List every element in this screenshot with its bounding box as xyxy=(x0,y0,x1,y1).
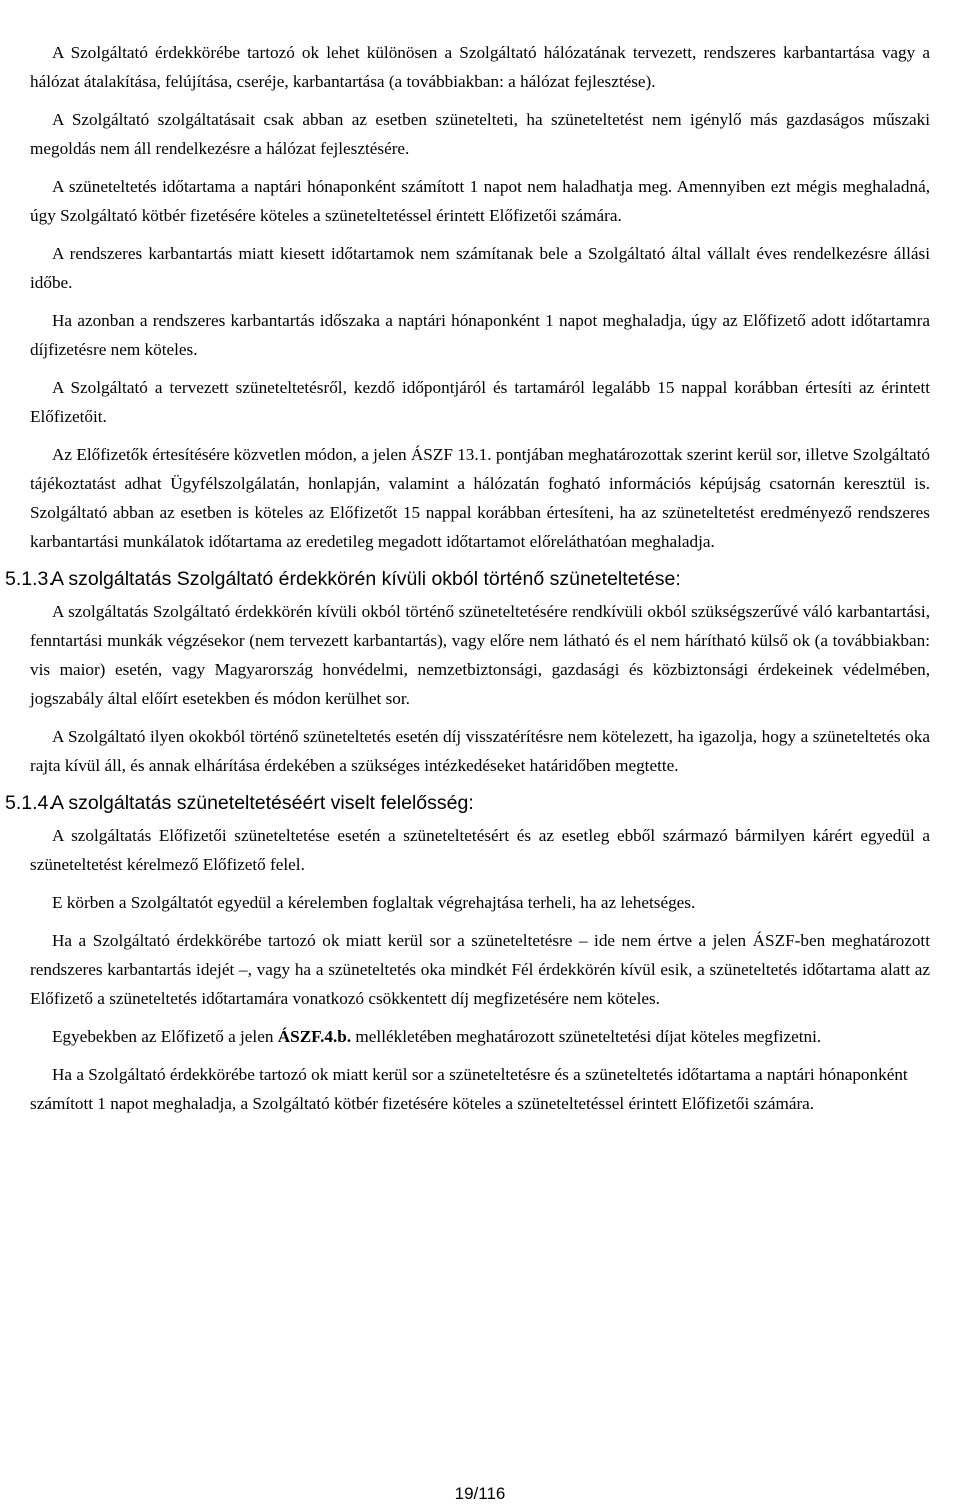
section-heading-514 xyxy=(5,789,930,817)
paragraph: A Szolgáltató ilyen okokból történő szüneteltetés esetén díj visszatérítésre nem kötelezett, ha igazolja, hogy a szüneteltetés oka rajta kívül áll, és annak elhárítása érdekében a szükséges intézkedéseket határidőben megtette. xyxy=(30,727,930,775)
header-company: Pázmány Kábel Kft. Egységes ÁSZF xyxy=(2,3,279,22)
section-title: A szolgáltatás Szolgáltató érdekkörén kívüli okból történő szüneteltetése: xyxy=(51,568,681,590)
paragraph: A szolgáltatás Szolgáltató érdekkörén kívüli okból történő szüneteltetésére rendkívüli okból szükségszerűvé váló karbantartási, fenntartási munkák végzésekor (nem tervezett karbantartás), vagy előre nem látható és el nem hárítható külső ok (a továbbiakban: vis maior) esetén, vagy Magyarország honvédelmi, nemzetbiztonsági, gazdasági és közbiztonsági érdekeinek védelmében, jogszabály által előírt esetekben és módon kerülhet sor. xyxy=(30,602,930,708)
paragraph: Az Előfizetők értesítésére közvetlen módon, a jelen ÁSZF 13.1. pontjában meghatározottak szerint kerül sor, illetve Szolgáltató tájékoztatást adhat Ügyfélszolgálatán, honlapján, valamint a hálózatán fogható információs képújság csatornán keresztül is. Szolgáltató abban az esetben is köteles az Előfizetőt 15 nappal korábban értesíteni, ha az szüneteltetést eredményező rendszeres karbantartási munkálatok időtartama az eredetileg megadott időtartamot előreláthatóan meghaladja. xyxy=(30,445,930,551)
section-number: 5.1.4. xyxy=(5,792,54,814)
paragraph: A Szolgáltató érdekkörébe tartozó ok lehet különösen a Szolgáltató hálózatának tervezett, rendszeres karbantartása vagy a hálózat átalakítása, felújítása, cseréje, karbantartása (a továbbiakban: a hálózat fejlesztése). xyxy=(30,43,930,91)
paragraph: E körben a Szolgáltatót egyedül a kérelemben foglaltak végrehajtása terheli, ha az lehetséges. xyxy=(52,893,696,912)
paragraph: Ha a Szolgáltató érdekkörébe tartozó ok miatt kerül sor a szüneteltetésre – ide nem értve a jelen ÁSZF-ben meghatározott rendszeres karbantartás idejét –, vagy ha a szüneteltetés oka mindkét Fél érdekkörén kívül esik, a szüneteltetés időtartama alatt az Előfizető a szüneteltetés időtartamára vonatkozó csökkentett díj megfizetésére nem köteles. xyxy=(30,931,930,1008)
document-body xyxy=(5,38,930,1127)
page-number: 19/116 xyxy=(454,1484,506,1503)
paragraph: A rendszeres karbantartás miatt kiesett időtartamok nem számítanak bele a Szolgáltató által vállalt éves rendelkezésre állási időbe. xyxy=(30,244,930,292)
section-number: 5.1.3. xyxy=(5,568,54,590)
paragraph: Ha azonban a rendszeres karbantartás időszaka a naptári hónaponként 1 napot meghaladja, úgy az Előfizető adott időtartamra díjfizetésre nem köteles. xyxy=(30,311,930,359)
page-header xyxy=(0,0,960,22)
section-title: A szolgáltatás szüneteltetéséért viselt felelősség: xyxy=(51,792,474,814)
annex-text-before: Egyebekben az Előfizető a jelen xyxy=(52,1027,278,1046)
paragraph: A szolgáltatás Előfizetői szüneteltetése esetén a szüneteltetésért és az esetleg ebből származó bármilyen kárért egyedül a szüneteltetést kérelmező Előfizető felel. xyxy=(30,826,930,874)
paragraph: A szüneteltetés időtartama a naptári hónaponként számított 1 napot nem haladhatja meg. Amennyiben ezt mégis meghaladná, úgy Szolgáltató kötbér fizetésére köteles a szüneteltetéssel érintett Előfizetői számára. xyxy=(30,177,930,225)
header-effective-date: Hatályba lépés kelte: 2015.09.01. xyxy=(667,3,920,22)
paragraph: Ha a Szolgáltató érdekkörébe tartozó ok miatt kerül sor a szüneteltetésre és a szüneteltetés időtartama a naptári hónaponként számított 1 napot meghaladja, a Szolgáltató kötbér fizetésére köteles a szüneteltetéssel érintett Előfizetői számára. xyxy=(30,1065,908,1113)
paragraph: A Szolgáltató a tervezett szüneteltetésről, kezdő időpontjáról és tartamáról legalább 15 nappal korábban értesíti az érintett Előfizetőit. xyxy=(30,378,930,426)
paragraph-annex xyxy=(30,1022,930,1051)
annex-text-after: mellékletében meghatározott szüneteltetési díjat köteles megfizetni. xyxy=(351,1027,822,1046)
paragraph: A Szolgáltató szolgáltatásait csak abban az esetben szünetelteti, ha szüneteltetést nem igénylő más gazdaságos műszaki megoldás nem áll rendelkezésre a hálózat fejlesztésére. xyxy=(30,110,930,158)
section-heading-513 xyxy=(5,565,930,593)
annex-reference: ÁSZF.4.b. xyxy=(277,1027,352,1046)
